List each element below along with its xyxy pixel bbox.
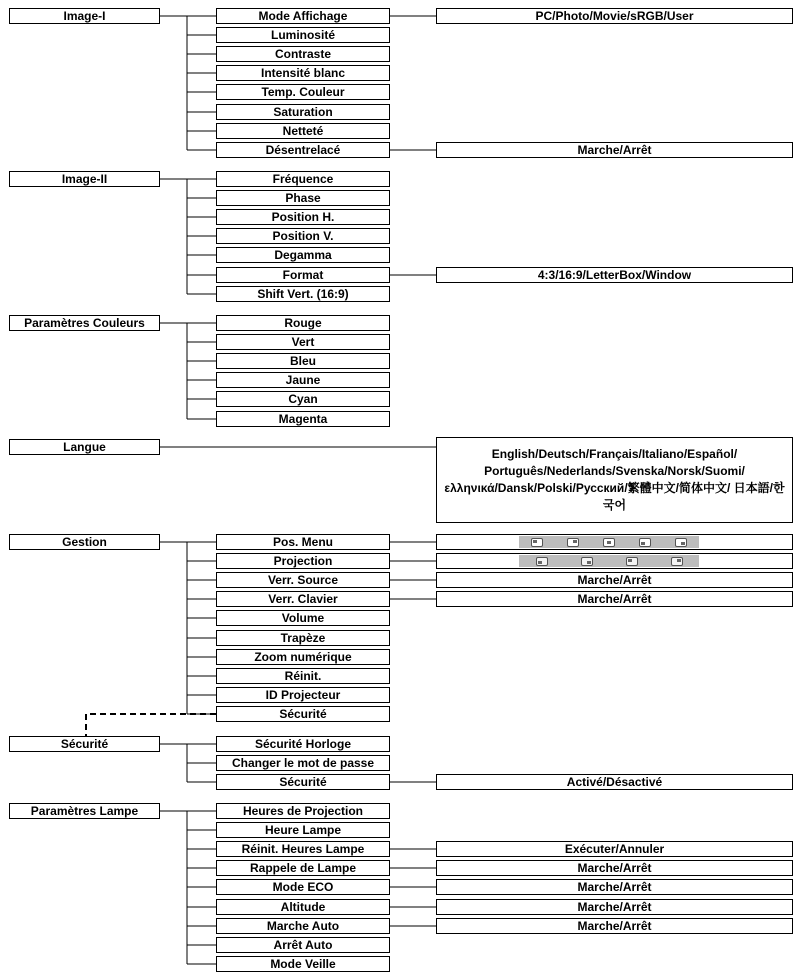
projection-options-icons xyxy=(519,555,699,567)
item-verr-source[interactable]: Verr. Source xyxy=(216,572,390,588)
deinterlace-options: Marche/Arrêt xyxy=(436,142,793,158)
auto-on-options: Marche/Arrêt xyxy=(436,918,793,934)
menu-parametres-couleurs[interactable]: Paramètres Couleurs xyxy=(9,315,160,331)
projection-options xyxy=(436,553,793,569)
item-bleu[interactable]: Bleu xyxy=(216,353,390,369)
item-position-h[interactable]: Position H. xyxy=(216,209,390,225)
item-mode-affichage[interactable]: Mode Affichage xyxy=(216,8,390,24)
item-frequence[interactable]: Fréquence xyxy=(216,171,390,187)
item-cyan[interactable]: Cyan xyxy=(216,391,390,407)
eco-mode-options: Marche/Arrêt xyxy=(436,879,793,895)
item-reinit-heures-lampe[interactable]: Réinit. Heures Lampe xyxy=(216,841,390,857)
item-marche-auto[interactable]: Marche Auto xyxy=(216,918,390,934)
source-lock-options: Marche/Arrêt xyxy=(436,572,793,588)
item-phase[interactable]: Phase xyxy=(216,190,390,206)
menu-langue[interactable]: Langue xyxy=(9,439,160,455)
item-securite-horloge[interactable]: Sécurité Horloge xyxy=(216,736,390,752)
item-format[interactable]: Format xyxy=(216,267,390,283)
item-securite[interactable]: Sécurité xyxy=(216,774,390,790)
keypad-lock-options: Marche/Arrêt xyxy=(436,591,793,607)
item-volume[interactable]: Volume xyxy=(216,610,390,626)
language-options: English/Deutsch/Français/Italiano/Español/ Português/Nederlands/Svenska/Norsk/Suomi/ ελληνικά/Dansk/Polski/Русский/繁體中文/简体中文/ 日本語/한국어 xyxy=(436,437,793,523)
menu-bottom-left-icon xyxy=(639,538,651,547)
menu-image-i[interactable]: Image-I xyxy=(9,8,160,24)
item-heures-de-projection[interactable]: Heures de Projection xyxy=(216,803,390,819)
rear-desktop-icon xyxy=(581,557,593,566)
item-intensite-blanc[interactable]: Intensité blanc xyxy=(216,65,390,81)
format-options: 4:3/16:9/LetterBox/Window xyxy=(436,267,793,283)
altitude-options: Marche/Arrêt xyxy=(436,899,793,915)
menu-parametres-lampe[interactable]: Paramètres Lampe xyxy=(9,803,160,819)
item-luminosite[interactable]: Luminosité xyxy=(216,27,390,43)
item-mode-eco[interactable]: Mode ECO xyxy=(216,879,390,895)
lamp-reset-options: Exécuter/Annuler xyxy=(436,841,793,857)
item-contraste[interactable]: Contraste xyxy=(216,46,390,62)
lamp-reminder-options: Marche/Arrêt xyxy=(436,860,793,876)
item-saturation[interactable]: Saturation xyxy=(216,104,390,120)
item-altitude[interactable]: Altitude xyxy=(216,899,390,915)
menu-securite[interactable]: Sécurité xyxy=(9,736,160,752)
item-vert[interactable]: Vert xyxy=(216,334,390,350)
menu-center-icon xyxy=(603,538,615,547)
item-trapeze[interactable]: Trapèze xyxy=(216,630,390,646)
item-pos-menu[interactable]: Pos. Menu xyxy=(216,534,390,550)
item-rappele-de-lampe[interactable]: Rappele de Lampe xyxy=(216,860,390,876)
security-options: Activé/Désactivé xyxy=(436,774,793,790)
rear-ceiling-icon xyxy=(671,557,683,566)
item-reinit[interactable]: Réinit. xyxy=(216,668,390,684)
item-heure-lampe[interactable]: Heure Lampe xyxy=(216,822,390,838)
menu-position-options xyxy=(436,534,793,550)
item-magenta[interactable]: Magenta xyxy=(216,411,390,427)
menu-bottom-right-icon xyxy=(675,538,687,547)
menu-top-right-icon xyxy=(567,538,579,547)
front-ceiling-icon xyxy=(626,557,638,566)
item-desentrelace[interactable]: Désentrelacé xyxy=(216,142,390,158)
item-shift-vert-16-9[interactable]: Shift Vert. (16:9) xyxy=(216,286,390,302)
item-temp-couleur[interactable]: Temp. Couleur xyxy=(216,84,390,100)
item-zoom-numerique[interactable]: Zoom numérique xyxy=(216,649,390,665)
menu-gestion[interactable]: Gestion xyxy=(9,534,160,550)
front-desktop-icon xyxy=(536,557,548,566)
menu-image-ii[interactable]: Image-II xyxy=(9,171,160,187)
menu-position-options-icons xyxy=(519,536,699,548)
item-id-projecteur[interactable]: ID Projecteur xyxy=(216,687,390,703)
display-mode-options: PC/Photo/Movie/sRGB/User xyxy=(436,8,793,24)
item-degamma[interactable]: Degamma xyxy=(216,247,390,263)
item-verr-clavier[interactable]: Verr. Clavier xyxy=(216,591,390,607)
item-projection[interactable]: Projection xyxy=(216,553,390,569)
item-changer-le-mot-de-passe[interactable]: Changer le mot de passe xyxy=(216,755,390,771)
item-rouge[interactable]: Rouge xyxy=(216,315,390,331)
item-nettete[interactable]: Netteté xyxy=(216,123,390,139)
item-mode-veille[interactable]: Mode Veille xyxy=(216,956,390,972)
item-jaune[interactable]: Jaune xyxy=(216,372,390,388)
item-position-v[interactable]: Position V. xyxy=(216,228,390,244)
item-securite[interactable]: Sécurité xyxy=(216,706,390,722)
item-arret-auto[interactable]: Arrêt Auto xyxy=(216,937,390,953)
menu-top-left-icon xyxy=(531,538,543,547)
